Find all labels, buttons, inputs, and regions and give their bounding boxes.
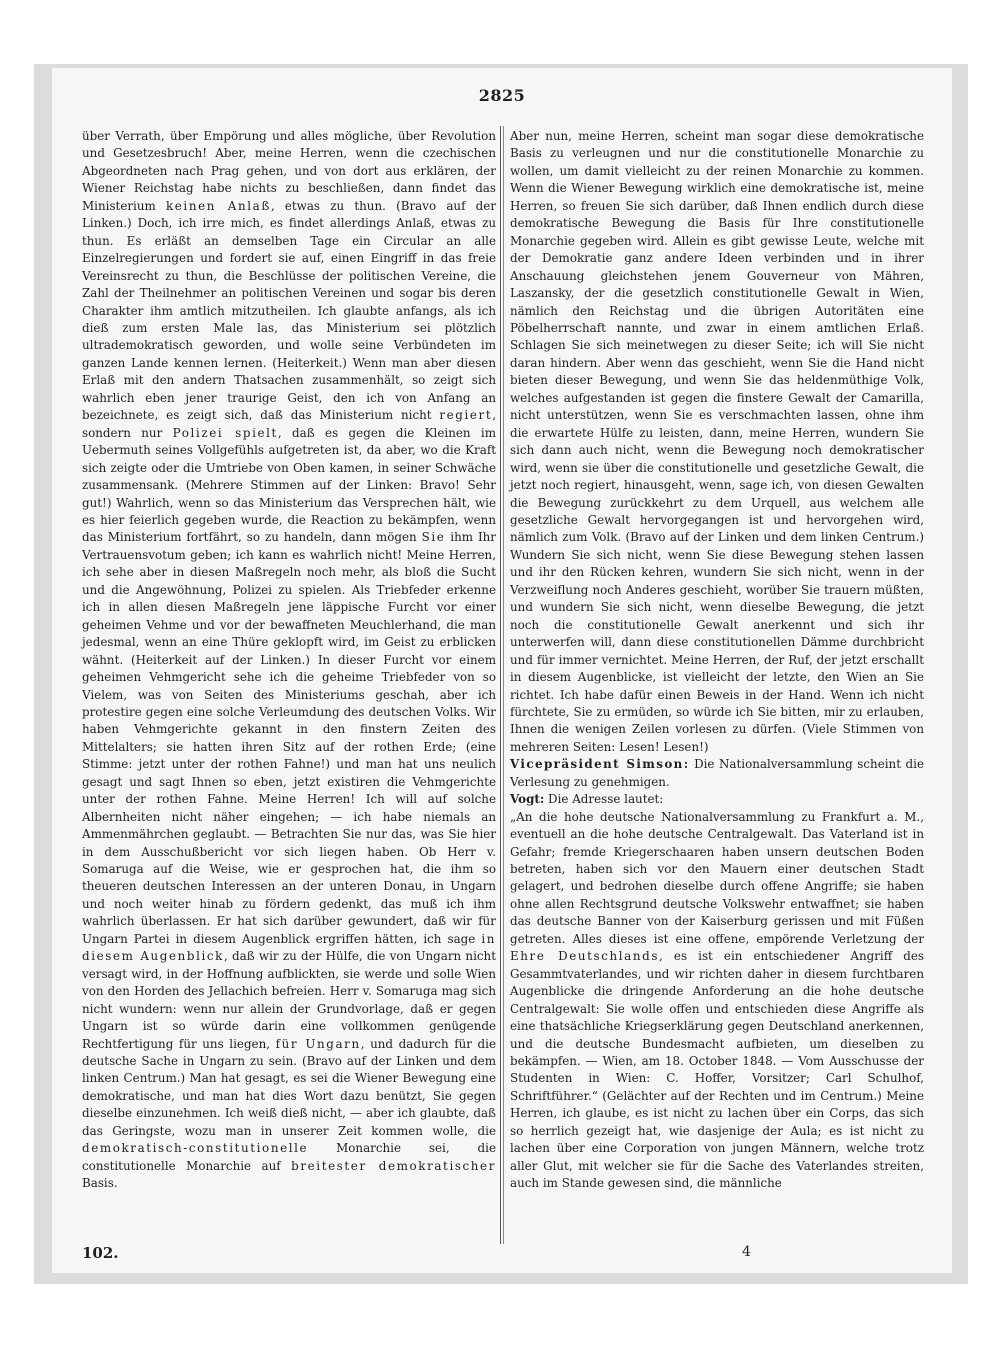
right-column-p2-run-0: Vicepräsident Simson: (510, 757, 690, 772)
left-column-run-0: über Verrath, über Empörung und alles mögliche, über Revolution und Gesetzesbruch! Aber, meine Herren, wenn die czechischen Abgeordneten nach Prag gehen, und von dort aus erklären, der Wiener Reichstag habe nichts zu beschließen, dann findet das Ministerium (82, 129, 496, 213)
page-number: 2825 (478, 86, 526, 105)
left-column-run-14: Monarchie sei, die constitutionelle Monarchie auf (82, 1141, 496, 1173)
left-column-run-3: regiert (439, 408, 493, 423)
right-column-paragraph-1 (510, 128, 924, 756)
column-divider (500, 126, 501, 1244)
left-column-run-10: , daß wir zu der Hülfe, die von Ungarn nicht versagt wird, in der Hoffnung aufblickten, sie werde und solle Wien von den Horden des Jellachich befreien. Herr v. Somaruga mag sich nicht wundern: wenn nur allein der Grundvorlage, daß er gegen Ungarn ist so würde darin eine vollkommen genügende Rechtfertigung für uns liegen, (82, 949, 496, 1051)
left-column-run-9: in diesem Augenblick (82, 931, 496, 964)
left-column-run-15: breitester demokratischer (291, 1158, 496, 1173)
left-column-run-16: Basis. (82, 1176, 118, 1191)
left-column-run-5: Polizei spielt (172, 425, 278, 440)
address-text-paragraph (510, 809, 924, 1193)
left-column-text (82, 128, 496, 1193)
signature-mark-left: 102. (82, 1244, 119, 1262)
left-column-run-6: , daß es gegen die Kleinen im Uebermuth seines Vollgefühls aufgetreten ist, da aber, wo die Kraft sich zeigte oder die Umtriebe von Oben kamen, in seiner Schwäche zusammensank. (Mehrere Stimmen auf der Linken: Bravo! Sehr gut!) Wahrlich, wenn so das Ministerium das Versprechen hält, wie es hier feierlich gegeben wurde, die Reaction zu bekämpfen, wenn das Ministerium fortfährt, so zu handeln, dann mögen (82, 425, 496, 545)
left-column-run-1: keinen Anlaß (165, 198, 271, 213)
left-column-run-2: , etwas zu thun. (Bravo auf der Linken.) Doch, ich irre mich, es findet allerdings Anlaß, etwas zu thun. Es erläßt an demselben Tage ein Circular an alle Einzelregierungen und fordert sie auf, einen Eingriff in das freie Vereinsrecht zu thun, die Beschlüsse der politischen Vereine, die Zahl der Theilnehmer an politischen Vereinen und sogar bis deren Charakter ihm amtlich mitzutheilen. Ich glaubte anfangs, als ich dieß zum ersten Male las, das Ministerium sei plötzlich ultrademokratisch geworden, und wolle seine Verbündeten im ganzen Lande kennen lernen. (Heiterkeit.) Wenn man aber diesen Erlaß mit den andern Thatsachen zusammenhält, so zeigt sich wahrlich eben jener traurige Geist, den ich von Anfang an bezeichnete, es zeigt sich, daß das Ministerium nicht (82, 198, 496, 423)
right-column-p3-run-1: Die Adresse lautet: (544, 792, 664, 807)
left-column-run-12: , und dadurch für die deutsche Sache in Ungarn zu sein. (Bravo auf der Linken und dem linken Centrum.) Man hat gesagt, es sei die Wiener Bewegung eine demokratische, und man hat dies Wort dazu benützt, Sie gegen dieselbe einzunehmen. Ich weiß dieß nicht, — aber ich glaubte, daß das Geringste, wozu man in unserer Zeit kommen wolle, die (82, 1036, 497, 1138)
speaker-vogt-paragraph (510, 791, 924, 808)
right-column (510, 128, 924, 1193)
left-column (82, 128, 496, 1193)
left-column-run-11: für Ungarn (275, 1036, 361, 1051)
document-page (52, 68, 952, 1273)
left-column-run-13: demokratisch-constitutionelle (82, 1141, 309, 1156)
right-column-p4-run-2: , es ist ein entschiedener Angriff des Gesammtvaterlandes, und wir richten daher in diesem furchtbaren Augenblicke die dringende Anforderung an die hohe deutsche Centralgewalt: Sie wolle offen und entschieden diese Angriffe als eine thatsächliche Kriegserklärung gegen Deutschland anerkennen, und die deutsche Bundesmacht aufbieten, um dieselben zu bekämpfen. — Wien, am 18. October 1848. — Vom Ausschusse der Studenten in Wien: C. Hoffer, Vorsitzer; Carl Schulhof, Schriftführer.“ (Gelächter auf der Rechten und im Centrum.) Meine Herren, ich glaube, es ist nicht zu lachen über ein Corps, das sich so herrlich gezeigt hat, wie dasjenige der Aula; es ist nicht zu lachen über eine Corporation von jungen Männern, welche trotz aller Glut, mit welcher sie für die Sache des Vaterlandes streiten, auch im Stande gewesen sind, die männliche (510, 949, 924, 1191)
right-column-p2-run-1: Die Nationalversammlung scheint die Verlesung zu genehmigen. (510, 757, 924, 789)
right-column-p4-run-0: „An die hohe deutsche Nationalversammlung zu Frankfurt a. M., eventuell an die hohe deutsche Centralgewalt. Das Vaterland ist in Gefahr; fremde Kriegerschaaren haben unsern deutschen Boden betreten, haben sich vor den Mauern einer deutschen Stadt gelagert, und bedrohen dieselbe durch offene Angriffe; sie haben ohne allen Rechtsgrund deutsche Volkswehr entwaffnet; sie haben das deutsche Banner von der Kaiserburg gerissen und mit Füßen getreten. Alles dieses ist eine offene, empörende Verletzung der (510, 809, 924, 946)
right-column-p4-run-1: Ehre Deutschlands (510, 949, 660, 964)
right-column-p3-run-0: Vogt: (510, 792, 545, 807)
speaker-simson-paragraph (510, 756, 924, 791)
left-column-run-7: Sie (421, 530, 446, 545)
left-column-run-8: ihm Ihr Vertrauensvotum geben; ich kann es wahrlich nicht! Meine Herren, ich sehe aber in diesen Maßregeln noch mehr, als bloß die Sucht und die Angewöhnung, Polizei zu spielen. Als Triebfeder erkenne ich in allen diesen Maßregeln jene läppische Furcht vor einer geheimen Vehme und vor der bewaffneten Meuchlerhand, die man jedesmal, wenn an eine Thüre geklopft wird, im Geist zu erblicken wähnt. (Heiterkeit auf der Linken.) In dieser Furcht vor einem geheimen Vehmgericht sehe ich die geheime Triebfeder von so Vielem, was von Seiten des Ministeriums geschah, aber ich protestire gegen eine solche Verleumdung des deutschen Volks. Wir haben Vehmgerichte gekannt in den finstern Zeiten des Mittelalters; sie hatten ihren Sitz auf der rothen Erde; (eine Stimme: jetzt unter der rothen Fahne!) und man hat uns neulich gesagt und sagt Ihnen so eben, jetzt existiren die Vehmgerichte unter der rothen Fahne. Meine Herren! Ich will auf solche Albernheiten nicht näher eingehen; — ich habe niemals an Ammenmährchen geglaubt. — Betrachten Sie nur das, was Sie hier in dem Ausschußbericht vor sich liegen haben. Ob Herr v. Somaruga auf die Weise, wie er gesprochen hat, die ihm so theueren deutschen Interessen an der unteren Donau, in Ungarn und noch weiter hinab zu fördern gedenkt, das muß ich ihm wahrlich überlassen. Er hat sich darüber gewundert, daß wir für Ungarn Partei in diesem Augenblick ergriffen hätten, ich sage (82, 530, 496, 946)
signature-mark-right: 4 (742, 1244, 751, 1260)
left-column-run-4: , sondern nur (82, 408, 496, 440)
column-divider-inner (503, 126, 504, 1244)
right-column-p1-run-0: Aber nun, meine Herren, scheint man sogar diese demokratische Basis zu verleugnen und nur die constitutionelle Monarchie zu wollen, um damit vielleicht zu der reinen Monarchie zu kommen. Wenn die Wiener Bewegung wirklich eine demokratische ist, meine Herren, so freuen Sie sich darüber, daß Ihnen endlich durch diese demokratische Bewegung die Basis für Ihre constitutionelle Monarchie gegeben wird. Allein es gibt gewisse Leute, welche mit der Demokratie ganz andere Ideen verbinden und in ihrer Anschauung gleichstehen jenem Gouverneur von Mähren, Laszansky, der die gesetzlich constitutionelle Gewalt in Wien, nämlich den Reichstag und die übrigen Autoritäten eine Pöbelherrschaft nannte, und zwar in einem amtlichen Erlaß. Schlagen Sie sich meinetwegen zu dieser Seite; ich will Sie nicht daran hindern. Aber wenn das geschieht, wenn Sie die Hand nicht bieten dieser Bewegung, und wenn Sie das heldenmüthige Volk, welches aufgestanden ist gegen die finstere Gewalt der Camarilla, nicht unterstützen, wenn Sie es verschmachten lassen, ohne ihm die erwartete Hülfe zu leisten, dann, meine Herren, wundern Sie sich dann auch nicht, wenn die Bewegung noch demokratischer wird, wenn sie über die constitutionelle und gesetzliche Gewalt, die jetzt noch regiert, hinausgeht, wenn, sage ich, von diesen Gewalten die Bewegung zurückkehrt zu dem Urquell, aus welchem alle gesetzliche Gewalt hervorgegangen ist und hervorgehen wird, nämlich zum Volk. (Bravo auf der Linken und dem linken Centrum.) Wundern Sie sich nicht, wenn Sie diese Bewegung stehen lassen und ihr den Rücken kehren, wundern Sie sich nicht, wenn in der Verzweiflung noch Anderes geschieht, worüber Sie trauern müßten, und wundern Sie sich nicht, wenn dieselbe Bewegung, die jetzt noch die constitutionelle Gewalt anerkennt und sich ihr unterwerfen will, dann diese constitutionellen Dämme durchbricht und für immer vernichtet. Meine Herren, der Ruf, der jetzt erschallt in diesem Augenblicke, ist vielleicht der letzte, den Wien an Sie richtet. Ich habe dafür einen Beweis in der Hand. Wenn ich nicht fürchtete, Sie zu ermüden, so würde ich Sie bitten, mir zu erlauben, Ihnen die wenigen Zeilen vorlesen zu dürfen. (Viele Stimmen von mehreren Seiten: Lesen! Lesen!) (510, 129, 924, 754)
